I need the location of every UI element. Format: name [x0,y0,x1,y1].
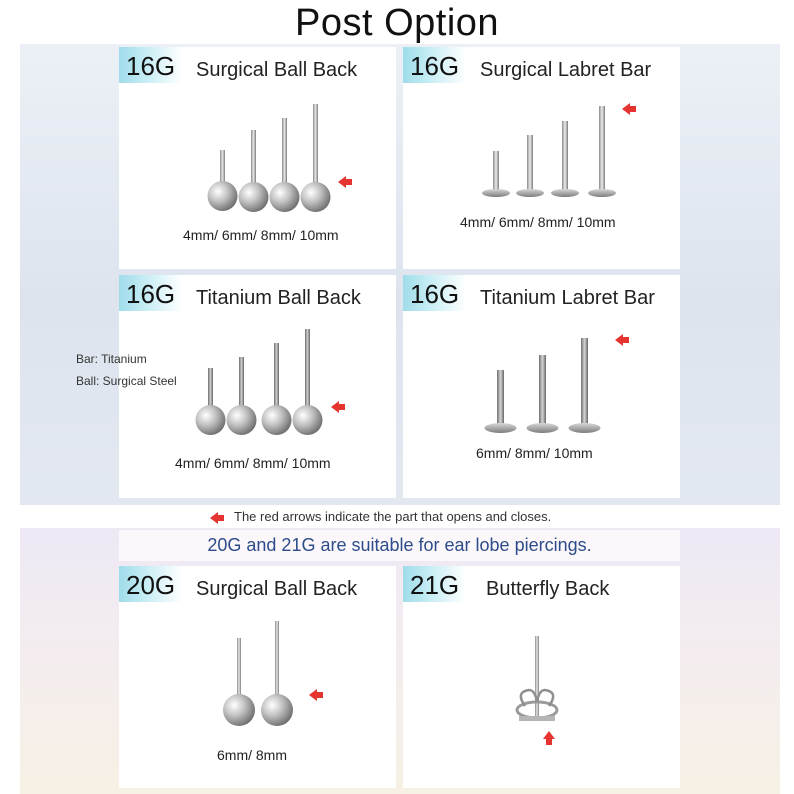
size-list: 6mm/ 8mm [217,747,287,763]
gauge-badge: 16G [119,47,182,83]
gauge-badge: 16G [403,275,466,311]
card-16g-titanium-labret-bar [403,275,680,498]
red-arrow-icon [622,103,630,115]
legend-text: The red arrows indicate the part that opens and closes. [234,509,552,524]
surgical-labret-bar-image [403,47,680,269]
material-note-bar: Bar: Titanium [76,352,147,366]
red-arrow-icon [331,401,339,413]
gauge-badge: 21G [403,566,466,602]
gauge-badge: 16G [119,275,182,311]
size-list: 4mm/ 6mm/ 8mm/ 10mm [175,455,331,471]
card-title: Titanium Labret Bar [480,287,655,309]
size-list: 4mm/ 6mm/ 8mm/ 10mm [460,214,616,230]
card-20g-surgical-ball-back [119,566,396,788]
arrow-legend [210,507,551,527]
red-arrow-icon [309,689,317,701]
card-16g-surgical-ball-back [119,47,396,269]
card-16g-surgical-labret-bar [403,47,680,269]
red-arrow-icon [210,512,218,524]
size-list: 4mm/ 6mm/ 8mm/ 10mm [183,227,339,243]
titanium-labret-bar-image [403,275,680,498]
card-title: Surgical Ball Back [196,578,358,600]
red-arrow-icon [338,176,346,188]
gauge-badge: 20G [119,566,182,602]
red-arrow-icon [543,731,555,739]
ear-lobe-banner: 20G and 21G are suitable for ear lobe piercings. [119,530,680,561]
butterfly-back-image [403,566,680,788]
card-21g-butterfly-back [403,566,680,788]
size-list: 6mm/ 8mm/ 10mm [476,445,593,461]
card-title: Surgical Ball Back [196,59,358,81]
card-title: Titanium Ball Back [196,287,361,309]
gauge-badge: 16G [403,47,466,83]
material-note-ball: Ball: Surgical Steel [76,374,177,388]
card-title: Surgical Labret Bar [480,59,652,81]
red-arrow-icon [615,334,623,346]
page-title: Post Option [294,2,500,44]
card-title: Butterfly Back [486,578,610,600]
